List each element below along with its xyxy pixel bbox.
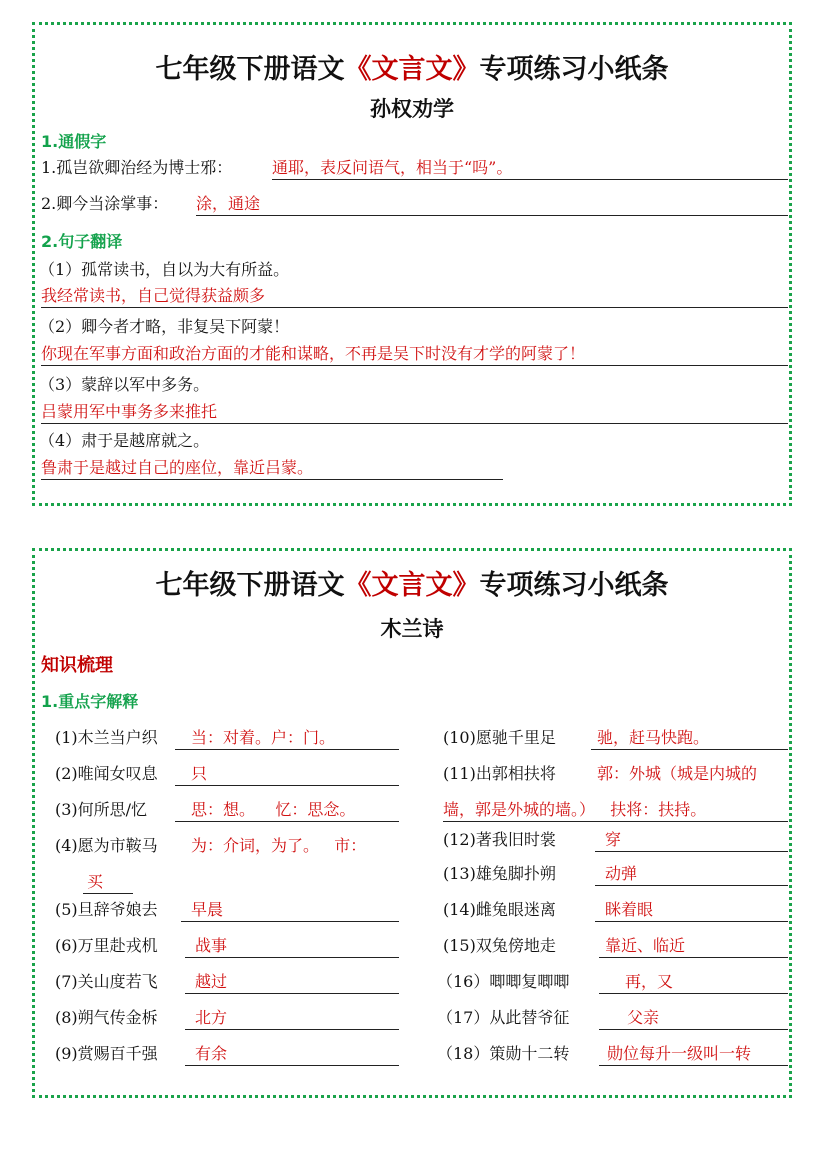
question: (11)出郭相扶将 [443,764,556,783]
answer-continued [83,871,133,894]
answer-text: 勋位每升一级叫一转 [607,1044,752,1063]
answer [591,727,788,750]
question: (8)朔气传金柝 [55,1008,158,1027]
title-highlight: 《文言文》 [344,54,480,85]
card-subtitle: 木兰诗 [380,617,444,641]
card-mulan [32,548,792,1098]
answer-text: 战事 [195,936,228,955]
answer: 涂，通途 [196,193,788,216]
question: (10)愿驰千里足 [443,728,556,747]
knowledge-heading: 知识梳理 [41,655,113,676]
answer: 郭：外城（城是内城的 [597,764,758,783]
answer [599,935,788,958]
question: （16）唧唧复唧唧 [437,972,570,991]
answer [595,899,788,922]
question: (7)关山度若飞 [55,972,158,991]
answer: 为：介词，为了。 市： [191,836,367,855]
answer-text: 再，又 [625,972,674,991]
answer [175,799,399,822]
answer [185,935,399,958]
answer: 吕蒙用军中事务多来推托 [41,401,788,424]
title-highlight: 《文言文》 [344,570,480,601]
card-title [35,47,789,86]
answer-text: 驰，赶马快跑。 [597,728,710,747]
answer [181,899,399,922]
question: (6)万里赴戎机 [55,936,158,955]
answer: 通耶，表反问语气，相当于“吗”。 [272,157,788,180]
card-title [35,563,789,602]
answer-text: 穿 [605,830,622,849]
question: (5)旦辞爷娘去 [55,900,158,919]
question: (1)木兰当户织 [55,728,158,747]
answer-text: 当：对着。户：门。 [191,728,336,747]
answer [175,763,399,786]
title-prefix: 七年级下册语文 [155,570,345,601]
answer [599,1043,788,1066]
answer-text: 思：想。 忆：思念。 [191,800,356,819]
answer-text: 有余 [195,1044,228,1063]
question: (9)赏赐百千强 [55,1044,158,1063]
section-heading: 1.通假字 [41,132,107,151]
question: （4）肃于是越席就之。 [39,431,210,450]
question: （3）蒙辞以军中多务。 [39,375,210,394]
question: (12)著我旧时裳 [443,830,556,849]
answer [595,863,788,886]
question: 2.卿今当涂掌事： [41,194,169,213]
question: （1）孤常读书，自以为大有所益。 [39,260,290,279]
answer-text: 眯着眼 [605,900,654,919]
answer-text: 动弹 [605,864,638,883]
answer [599,971,788,994]
answer-text: 北方 [195,1008,228,1027]
answer-continued: 墙，郭是外城的墙。） 扶将：扶持。 [443,799,788,822]
answer-text: 靠近、临近 [605,936,686,955]
question: (13)雄兔脚扑朔 [443,864,556,883]
answer [185,1043,399,1066]
answer [595,829,788,852]
answer-text: 父亲 [627,1008,660,1027]
question: （17）从此替爷征 [437,1008,570,1027]
question: 1.孤岂欲卿治经为博士邪： [41,158,233,177]
answer: 我经常读书，自己觉得获益颇多 [41,285,788,308]
question: (4)愿为市鞍马 [55,836,158,855]
question: (14)雌兔眼迷离 [443,900,556,919]
question: （18）策勋十二转 [437,1044,570,1063]
card-subtitle: 孙权劝学 [370,97,454,121]
card-sunquan [32,22,792,506]
section-heading: 2.句子翻译 [41,232,123,251]
question: (2)唯闻女叹息 [55,764,158,783]
section-heading: 1.重点字解释 [41,692,139,711]
answer-text: 早晨 [191,900,224,919]
answer: 你现在军事方面和政治方面的才能和谋略，不再是吴下时没有才学的阿蒙了！ [41,343,788,366]
answer: 鲁肃于是越过自己的座位，靠近吕蒙。 [41,457,503,480]
question: (15)双兔傍地走 [443,936,556,955]
answer [185,971,399,994]
answer-text: 买 [87,872,104,891]
title-prefix: 七年级下册语文 [155,54,345,85]
answer-text: 越过 [195,972,228,991]
question: （2）卿今者才略，非复吴下阿蒙！ [39,317,290,336]
answer [175,727,399,750]
answer [599,1007,788,1030]
title-suffix: 专项练习小纸条 [479,54,669,85]
answer-text: 只 [191,764,208,783]
answer [185,1007,399,1030]
title-suffix: 专项练习小纸条 [479,570,669,601]
question: (3)何所思/忆 [55,800,148,819]
